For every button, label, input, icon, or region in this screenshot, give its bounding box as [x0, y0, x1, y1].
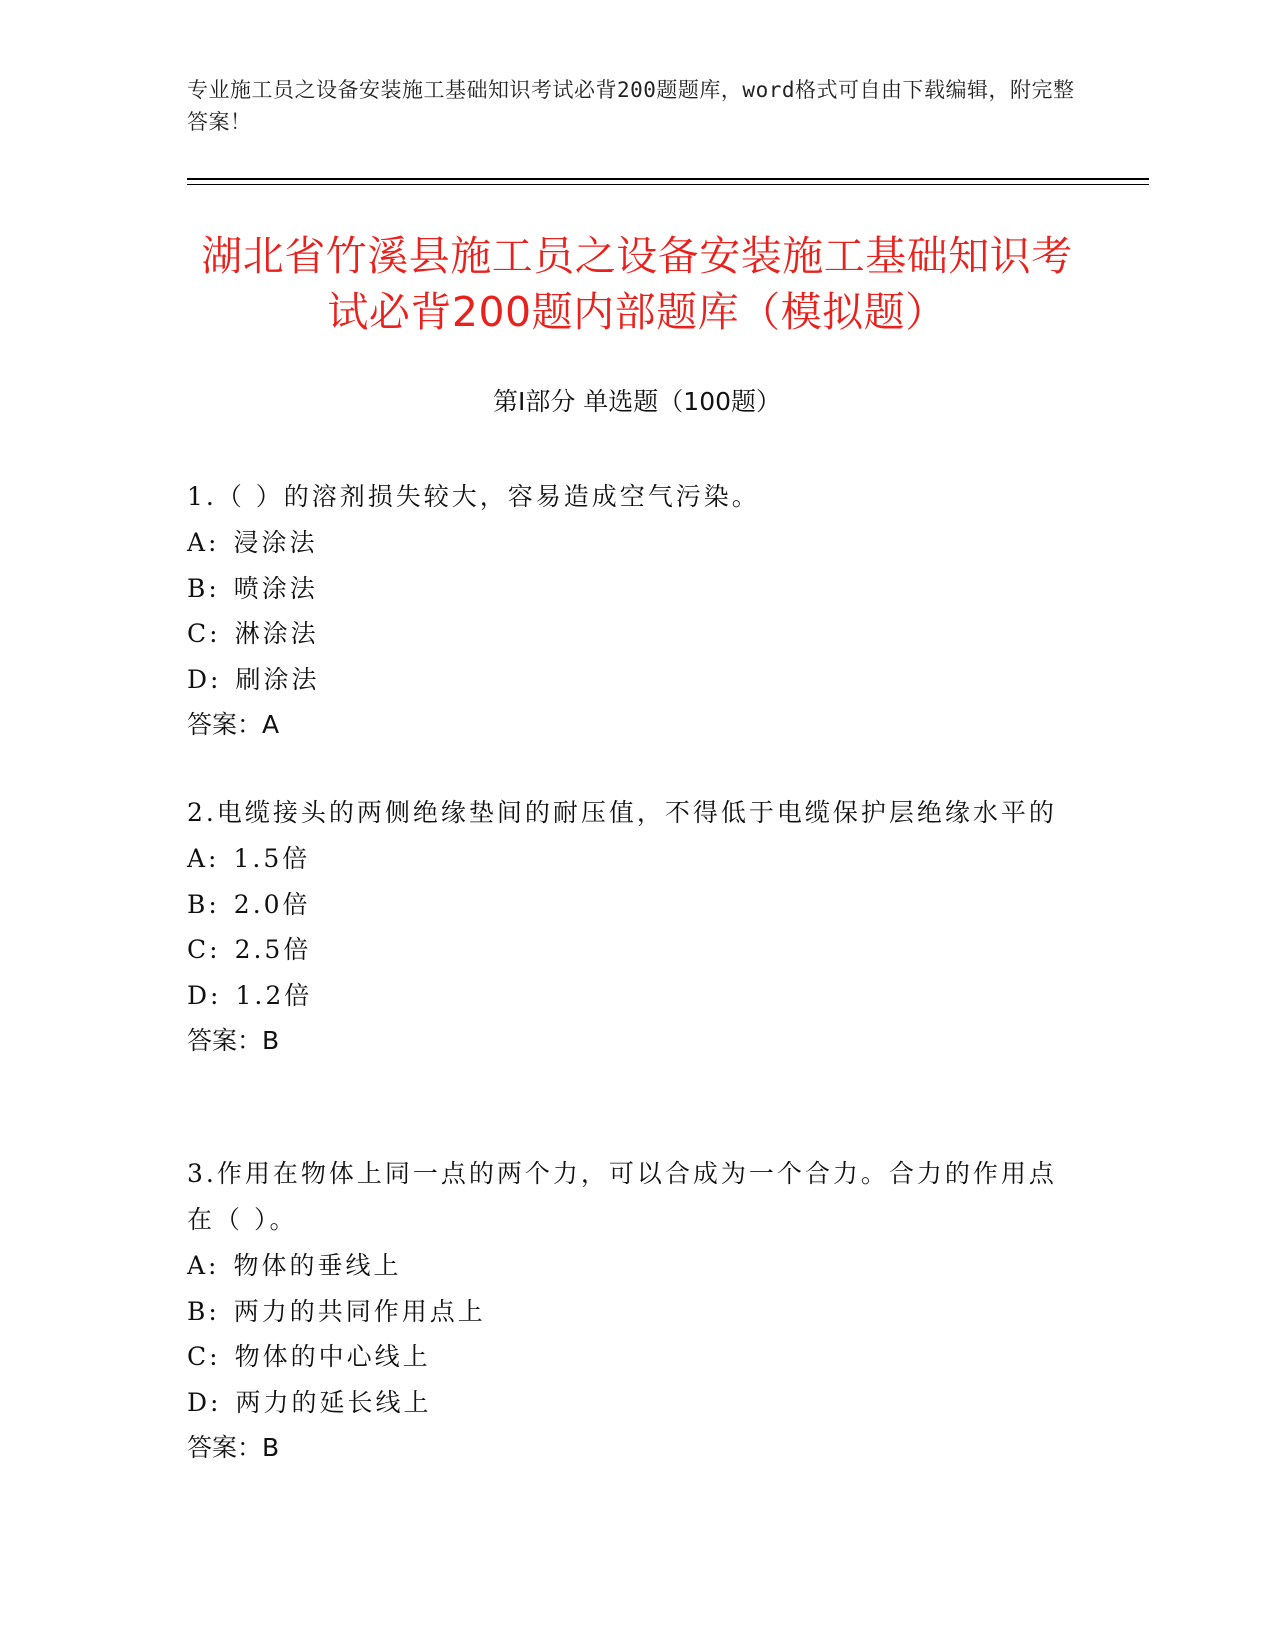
option-b: [187, 566, 1067, 612]
option-letter: C:: [187, 619, 221, 648]
option-c: [187, 927, 1067, 973]
option-text: 两力的延长线上: [235, 1387, 432, 1417]
option-letter: B:: [187, 889, 220, 919]
question-1: [187, 474, 1067, 748]
option-c: [187, 1334, 1067, 1380]
question-2: [187, 790, 1067, 1064]
header-note: 专业施工员之设备安装施工基础知识考试必背200题题库，word格式可自由下载编辑，附完整答案！: [187, 78, 1075, 134]
option-letter: A:: [187, 1251, 220, 1280]
option-text: 刷涂法: [235, 664, 320, 694]
option-letter: D:: [187, 664, 222, 694]
option-a: [187, 836, 1067, 882]
option-text: 1.5倍: [233, 844, 311, 873]
header-divider-thick: [187, 178, 1149, 180]
question-stem: 2.电缆接头的两侧绝缘垫间的耐压值，不得低于电缆保护层绝缘水平的: [187, 798, 1057, 827]
option-letter: C:: [187, 935, 221, 964]
option-text: 物体的垂线上: [233, 1251, 402, 1280]
option-b: [187, 1289, 1067, 1335]
question-stem: 1.（ ）的溶剂损失较大，容易造成空气污染。: [187, 482, 760, 511]
option-d: [187, 657, 1067, 703]
option-text: 1.2倍: [235, 980, 313, 1010]
option-letter: B:: [187, 573, 220, 603]
option-d: [187, 1380, 1067, 1426]
option-letter: D:: [187, 1387, 222, 1417]
document-title: 湖北省竹溪县施工员之设备安装施工基础知识考试必背200题内部题库（模拟题）: [201, 232, 1073, 336]
option-a: [187, 1243, 1067, 1289]
answer-line: 答案：B: [187, 1026, 280, 1055]
question-stem: 3.作用在物体上同一点的两个力，可以合成为一个合力。合力的作用点在（ ）。: [187, 1159, 1057, 1234]
option-text: 两力的共同作用点上: [233, 1296, 486, 1326]
option-b: [187, 882, 1067, 928]
header-divider-thin: [187, 184, 1149, 185]
option-d: [187, 973, 1067, 1019]
option-text: 浸涂法: [233, 528, 318, 557]
section-title: 第Ⅰ部分 单选题（100题）: [492, 387, 782, 416]
option-letter: A:: [187, 528, 220, 557]
option-text: 淋涂法: [234, 619, 319, 648]
option-letter: B:: [187, 1296, 220, 1326]
option-text: 2.0倍: [233, 889, 311, 919]
option-a: [187, 520, 1067, 566]
option-text: 物体的中心线上: [234, 1342, 431, 1371]
option-letter: C:: [187, 1342, 221, 1371]
answer-line: 答案：B: [187, 1433, 280, 1462]
answer-line: 答案：A: [187, 710, 280, 739]
option-letter: D:: [187, 980, 222, 1010]
option-text: 2.5倍: [234, 935, 312, 964]
question-3: [187, 1151, 1067, 1471]
option-letter: A:: [187, 844, 220, 873]
option-text: 喷涂法: [233, 573, 318, 603]
option-c: [187, 611, 1067, 657]
